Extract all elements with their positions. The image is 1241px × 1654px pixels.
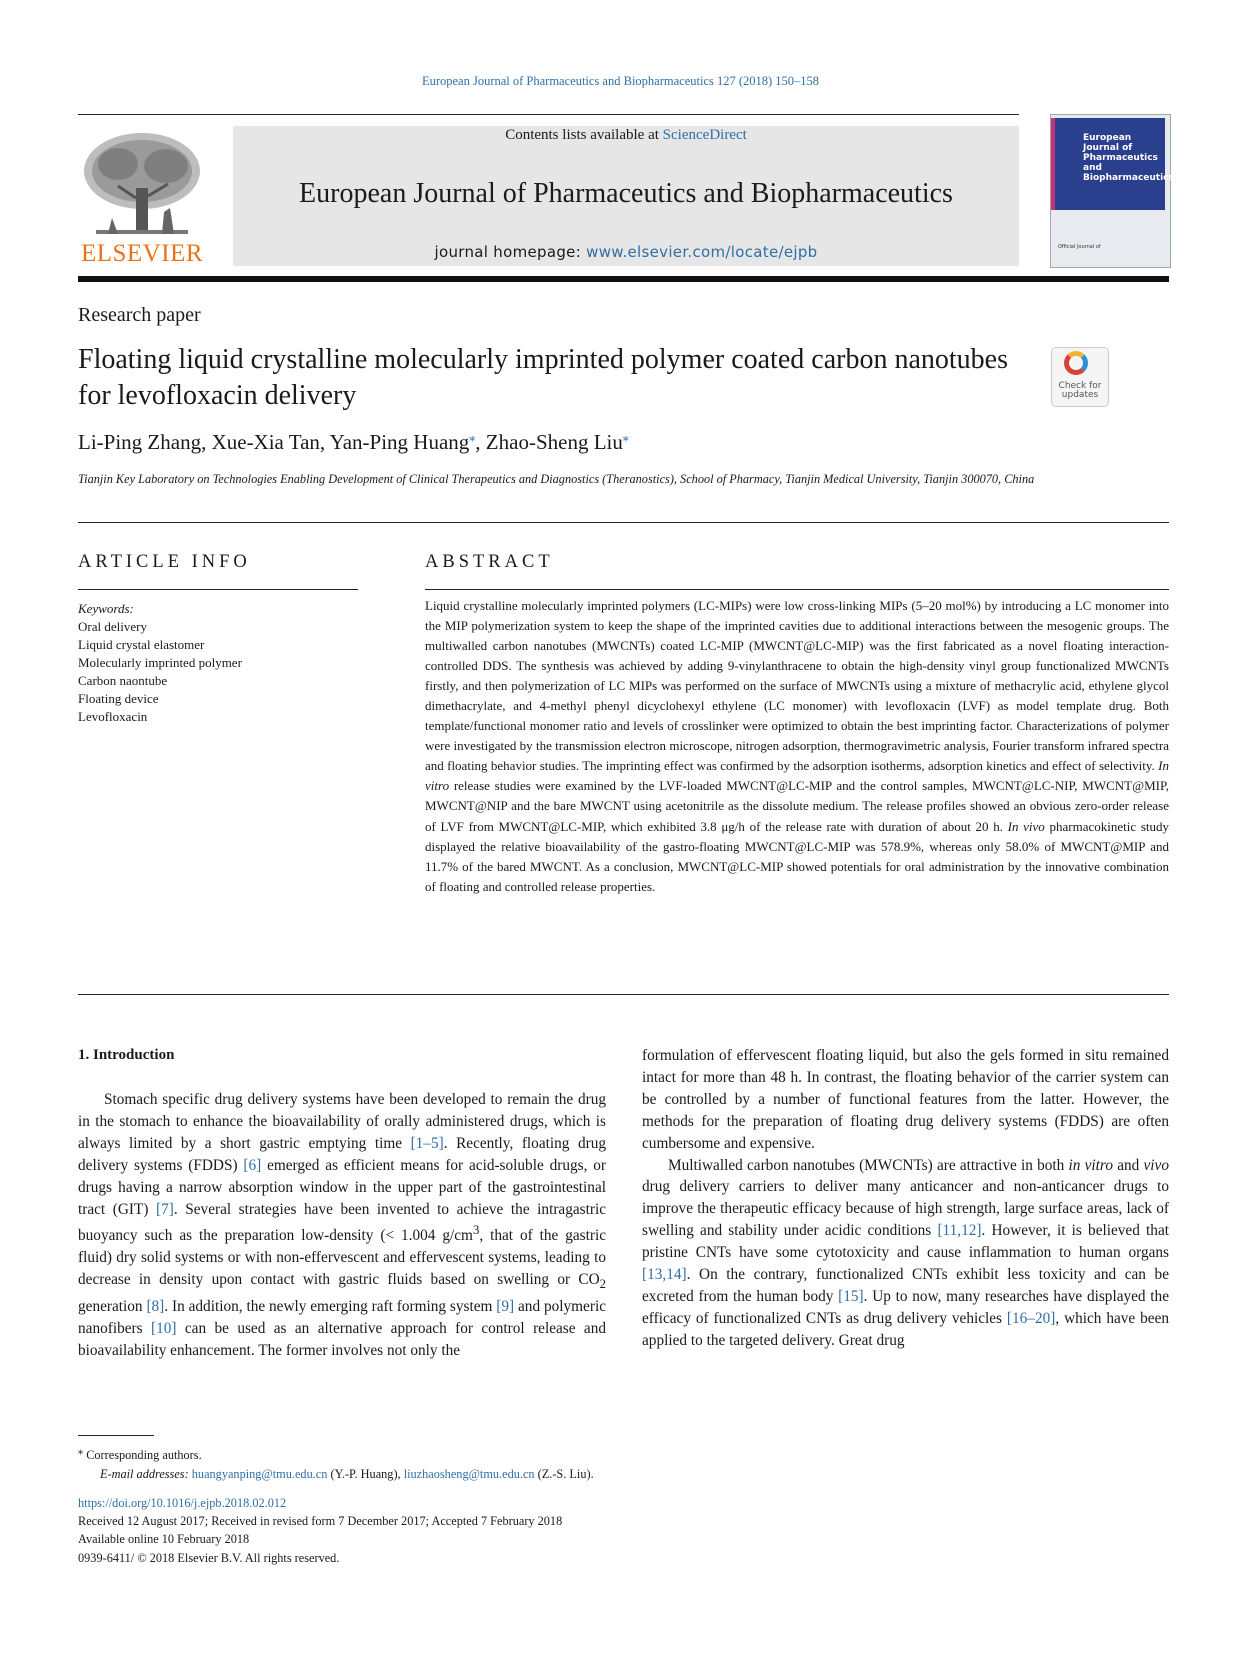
article-metadata — [78, 1494, 562, 1567]
body-text: . Several strategies have been invented to achieve the intragastric buoyancy such as the preparation low-density (< 1.004 g/cm — [78, 1200, 606, 1245]
footnote — [78, 1442, 594, 1484]
body-text: . Up to now, many researches have displayed the efficacy of functionalized CNTs as drug delivery vehicles — [642, 1287, 1169, 1327]
subscript: 2 — [599, 1277, 606, 1292]
citation-link[interactable]: [16–20] — [1006, 1309, 1056, 1327]
intro-paragraph — [642, 1155, 1169, 1352]
keyword-item: Carbon naontube — [78, 673, 168, 688]
citation-link[interactable]: [13,14] — [642, 1266, 687, 1284]
email-link[interactable]: huangyanping@tmu.edu.cn — [191, 1467, 328, 1482]
article-type: Research paper — [78, 304, 201, 326]
body-text: , which have been applied to the targeted delivery. Great drug — [642, 1309, 1170, 1349]
body-text: emerged as efficient means for acid-soluble drugs, or drugs having a narrow absorption window in the upper part of the gastrointestinal tract (GIT) — [78, 1156, 606, 1218]
citation-link[interactable]: [11,12] — [937, 1222, 982, 1240]
abstract-end-rule — [78, 994, 1169, 995]
email-link[interactable]: liuzhaosheng@tmu.edu.cn — [403, 1467, 535, 1482]
check-updates-icon — [1064, 351, 1088, 375]
body-text: and — [1112, 1156, 1144, 1174]
article-info-heading: ARTICLE INFO — [78, 552, 251, 572]
doi-link[interactable]: https://doi.org/10.1016/j.ejpb.2018.02.012 — [78, 1496, 287, 1510]
author-name[interactable]: Xue-Xia Tan, — [211, 430, 330, 454]
citation-link[interactable]: [9] — [496, 1298, 515, 1316]
citation-link[interactable]: [1–5] — [410, 1134, 444, 1152]
online-date: Available online 10 February 2018 — [78, 1532, 250, 1547]
citation-link[interactable]: [7] — [156, 1200, 174, 1218]
author-name[interactable]: Zhao-Sheng Liu — [485, 430, 623, 454]
journal-name: European Journal of Pharmaceutics and Biopharmaceutics — [299, 178, 953, 209]
footnote-rule — [78, 1435, 154, 1436]
affiliation: Tianjin Key Laboratory on Technologies Enabling Development of Clinical Therapeutics and Diagnostics (Theranostics), School of Pharmacy, Tianjin Medical University, Tianjin 300070, China — [78, 472, 1035, 486]
homepage-link[interactable]: www.elsevier.com/locate/ejpb — [586, 243, 818, 261]
italic-text: in vitro — [1068, 1156, 1113, 1174]
abstract-part: Liquid crystalline molecularly imprinted polymers (LC-MIPs) were low cross-linking MIPs (5–20 mol%) by introducing a LC monomer into the MIP polymerization system to keep the shape of the imprinted cavities due to additional interactions between the mesogenic groups. The multiwalled carbon nanotubes (MWCNTs) coated LC-MIP (MWCNT@LC-MIP) was the first fabricated as a novel floating interaction-controlled DDS. The synthesis was achieved by adding 9-vinylanthracene to obtain the high-density vinyl group functionalized MWCNTs firstly, and then polymerization of LC MIPs was performed on the surface of MWCNTs using a mixture of methacrylic acid, ethylene glycol dimethacrylate, and 4-methyl phenyl dicyclohexyl ethylene (LC monomer) with levofloxacin (LVF) as model template drug. Both template/functional monomer ratio and levels of crosslinker were optimized to obtain the best imprinting factor. Characterizations of polymer were investigated by the transmission electron microscope, nitrogen adsorption, thermogravimetric analysis, Fourier transform infrared spectra and floating behavior studies. The imprinting effect was confirmed by the adsorption isotherms, adsorption kinetics and effect of selectivity. — [425, 598, 1169, 774]
check-updates-label: Check for updates — [1058, 381, 1102, 400]
homepage-line — [233, 243, 1019, 261]
copyright: 0939-6411/ © 2018 Elsevier B.V. All rights reserved. — [78, 1550, 340, 1565]
cover-title-line: Pharmaceutics and — [1083, 153, 1158, 173]
keyword-item: Oral delivery — [78, 619, 147, 634]
contents-line — [233, 127, 1019, 144]
abstract-part: release studies were examined by the LVF-loaded MWCNT@LC-MIP and the control samples, MWCNT@LC-NIP, MWCNT@MIP, MWCNT@NIP and the bare MWCNT using acetonitrile as the dissolute medium. The release profiles showed an obvious zero-order release of LVF from MWCNT@LC-MIP, which exhibited 3.8 μg/h of the release rate with duration of about 20 h. — [425, 778, 1169, 834]
intro-column-right — [642, 1045, 1169, 1352]
body-text: Stomach specific drug delivery systems have been developed to remain the drug in the stomach to enhance the bioavailability of orally administered drugs, which is always limited by a short gastric emptying time — [78, 1091, 606, 1152]
keyword-item: Molecularly imprinted polymer — [78, 655, 242, 670]
corresponding-note — [78, 1442, 594, 1465]
body-text: , that of the gastric fluid) dry solid systems or with non-effervescent and effervescent systems, leading to decrease in density upon contact with gastric fluids based on swelling or CO — [78, 1227, 606, 1289]
email-line — [78, 1465, 594, 1484]
email-label: E-mail addresses: — [100, 1467, 192, 1482]
intro-column-left — [78, 1089, 606, 1362]
citation-link[interactable]: [8] — [146, 1298, 165, 1316]
intro-paragraph: formulation of effervescent floating liquid, but also the gels formed in situ remained intact for more than 48 h. In contrast, the floating behavior of the carrier system can be controlled by a number of functional features from the latter. However, the methods for the preparation of floating drug delivery systems (FDDS) are often cumbersome and expensive. — [642, 1047, 1169, 1152]
intro-heading: 1. Introduction — [78, 1047, 175, 1063]
cover-title — [1083, 133, 1174, 183]
author-separator: , — [475, 430, 486, 454]
intro-paragraph — [78, 1089, 606, 1362]
keyword-item: Floating device — [78, 691, 159, 706]
contents-prefix: Contents lists available at — [505, 127, 663, 143]
abstract-rule — [425, 589, 1169, 590]
keywords-label: Keywords: — [78, 601, 134, 616]
corresponding-mark[interactable]: ⁎ — [469, 430, 476, 444]
citation-link[interactable]: [15] — [838, 1287, 864, 1305]
publisher-wordmark: ELSEVIER — [80, 240, 204, 267]
body-text: drug delivery carriers to deliver many anticancer and non-anticancer drugs to improve the therapeutic efficacy because of high strength, large surface areas, lack of swelling and stability under acidic conditions — [642, 1178, 1169, 1240]
abstract-italic: In vitro — [425, 758, 1169, 794]
article-title: Floating liquid crystalline molecularly imprinted polymer coated carbon nanotubes for levofloxacin delivery — [78, 344, 1008, 411]
body-text: . However, it is believed that pristine CNTs have some cytotoxicity and cause inflammation to human organs — [642, 1222, 1169, 1262]
body-text: Multiwalled carbon nanotubes (MWCNTs) are attractive in both — [668, 1156, 1069, 1174]
keywords-block — [78, 600, 242, 726]
abstract-italic: In vivo — [1007, 818, 1045, 834]
cover-title-line: Biopharmaceutics — [1083, 173, 1174, 183]
citation-link[interactable]: [10] — [150, 1320, 177, 1338]
abstract-part: pharmacokinetic study displayed the relative bioavailability of the gastro-floating MWCNT@LC-MIP was 578.9%, whereas only 58.0% of MWCNT@MIP and 11.7% of the bared MWCNT. As a conclusion, MWCNT@LC-MIP showed potentials for oral administration by the innovative combination of floating and controlled release properties. — [425, 818, 1169, 894]
corresponding-label: Corresponding authors. — [83, 1448, 202, 1463]
cover-footer: Official Journal of — [1058, 244, 1101, 250]
cover-title-line: Journal of — [1083, 143, 1133, 153]
author-name[interactable]: Yan-Ping Huang — [329, 430, 470, 454]
email-owner: (Z.-S. Liu). — [534, 1467, 594, 1482]
received-dates: Received 12 August 2017; Received in revised form 7 December 2017; Accepted 7 February 2018 — [78, 1514, 563, 1529]
italic-text: vivo — [1143, 1156, 1169, 1174]
corresponding-mark[interactable]: ⁎ — [622, 430, 629, 444]
header-rule — [78, 114, 1019, 115]
body-text: . Recently, floating drug delivery systems (FDDS) — [78, 1134, 606, 1174]
keyword-item: Levofloxacin — [78, 709, 148, 724]
citation-link[interactable]: [6] — [243, 1156, 262, 1174]
body-text: generation — [78, 1298, 147, 1316]
author-list — [78, 430, 629, 455]
keyword-item: Liquid crystal elastomer — [78, 637, 205, 652]
body-text: . On the contrary, functionalized CNTs exhibit less toxicity and can be excreted from the human body — [642, 1266, 1169, 1305]
section-rule — [78, 522, 1169, 523]
abstract-heading: ABSTRACT — [425, 552, 554, 572]
author-name[interactable]: Li-Ping Zhang, — [78, 430, 212, 454]
article-info-rule — [78, 589, 358, 590]
cover-title-line: European — [1083, 133, 1132, 143]
homepage-prefix: journal homepage: — [434, 243, 587, 261]
abstract-text — [425, 596, 1169, 897]
sciencedirect-link[interactable]: ScienceDirect — [662, 127, 747, 143]
superscript: 3 — [472, 1223, 480, 1238]
cover-stripe — [1051, 118, 1055, 210]
body-text: . In addition, the newly emerging raft forming system — [164, 1298, 497, 1316]
body-text: can be used as an alternative approach for control release and bioavailability enhancement. The former involves not only the — [78, 1320, 607, 1360]
email-owner: (Y.-P. Huang), — [327, 1467, 404, 1482]
masthead-rule — [78, 276, 1169, 282]
corresponding-mark: ⁎ — [78, 1446, 84, 1457]
journal-citation[interactable]: European Journal of Pharmaceutics and Biopharmaceutics 127 (2018) 150–158 — [421, 74, 820, 88]
body-text: and polymeric nanofibers — [78, 1298, 606, 1338]
